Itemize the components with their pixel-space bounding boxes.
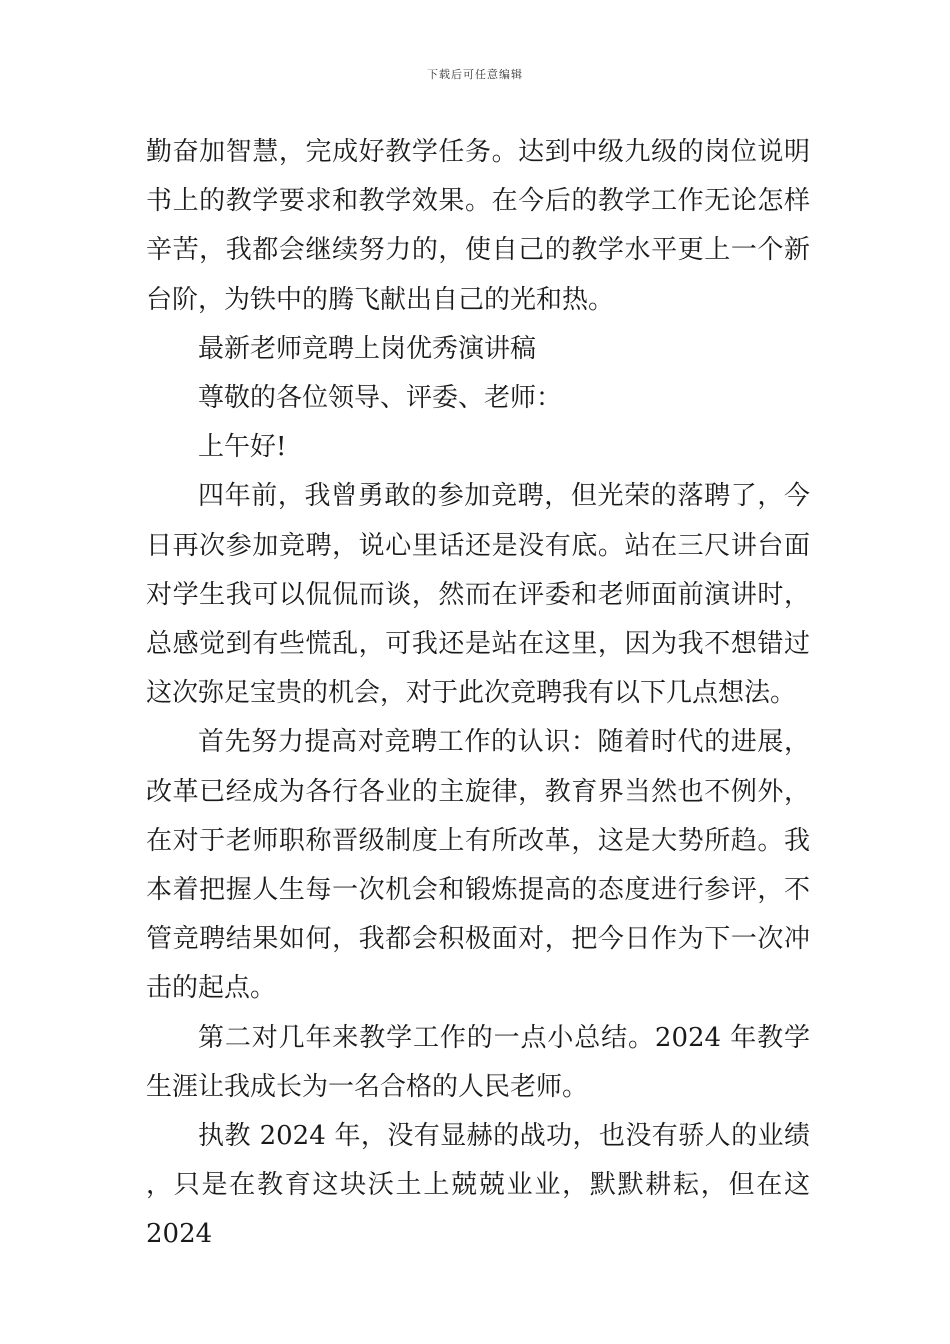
paragraph-4: 四年前，我曾勇敢的参加竞聘，但光荣的落聘了，今日再次参加竞聘，说心里话还是没有底。站在三尺讲台面对学生我可以侃侃而谈，然而在评委和老师面前演讲时，总感觉到有些慌乱，可我还是站在这里，因为我不想错过这次弥足宝贵的机会，对于此次竞聘我有以下几点想法。	[146, 481, 810, 709]
document-body	[146, 128, 810, 1260]
paragraph-7: 执教 2024 年，没有显赫的战功，也没有骄人的业绩 ，只是在教育这块沃土上兢兢业业，默默耕耘，但在这 2024	[146, 1121, 810, 1250]
paragraph-6: 第二对几年来教学工作的一点小总结。2024 年教学生涯让我成长为一名合格的人民老师。	[146, 1022, 810, 1102]
speech-title: 最新老师竞聘上岗优秀演讲稿	[198, 333, 537, 364]
paragraph-5: 首先努力提高对竞聘工作的认识：随着时代的进展，改革已经成为各行各业的主旋律，教育界当然也不例外，在对于老师职称晋级制度上有所改革，这是大势所趋。我本着把握人生每一次机会和锻炼提高的态度进行参评，不管竞聘结果如何，我都会积极面对，把今日作为下一次冲击的起点。	[146, 727, 810, 1004]
salutation: 尊敬的各位领导、评委、老师：	[198, 383, 563, 414]
page-header: 下载后可任意编辑	[427, 68, 523, 81]
paragraph-1: 勤奋加智慧，完成好教学任务。达到中级九级的岗位说明书上的教学要求和教学效果。在今后的教学工作无论怎样辛苦，我都会继续努力的，使自己的教学水平更上一个新台阶，为铁中的腾飞献出自己的光和热。	[146, 137, 810, 315]
greeting: 上午好!	[198, 432, 287, 463]
